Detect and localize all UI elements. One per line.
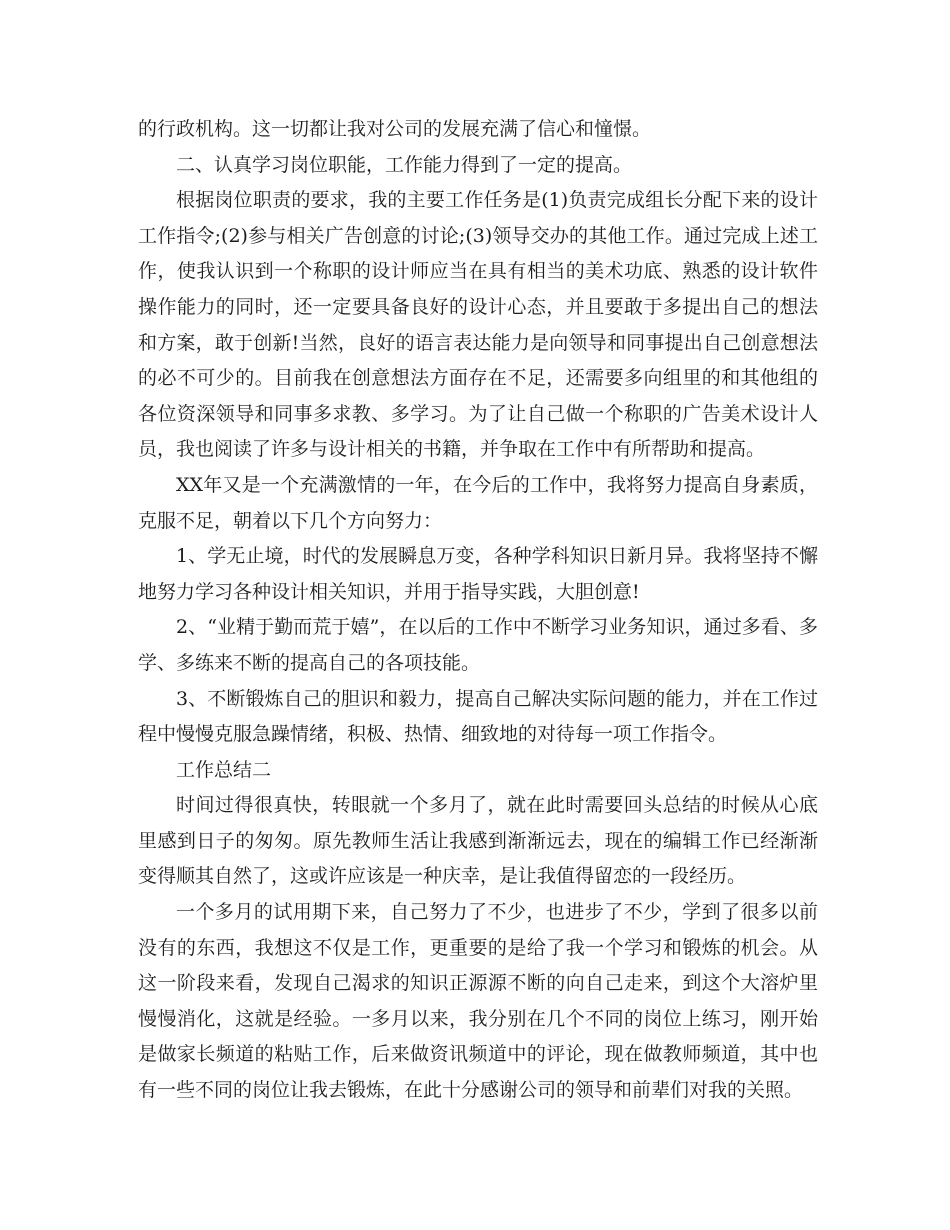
paragraph-probation: 一个多月的试用期下来，自己努力了不少，也进步了不少，学到了很多以前没有的东西，我想这不仅是工作，更重要的是给了我一个学习和锻炼的机会。从这一阶段来看，发现自己渴求的知识正源源不断的向自己走来，到这个大溶炉里慢慢消化，这就是经验。一多月以来，我分别在几个不同的岗位上练习，刚开始是做家长频道的粘贴工作，后来做资讯频道中的评论，现在做教师频道，其中也有一些不同的岗位让我去锻炼，在此十分感谢公司的领导和前辈们对我的关照。 — [138, 901, 818, 1102]
paragraph-duties: 根据岗位职责的要求，我的主要工作任务是(1)负责完成组长分配下来的设计工作指令;(2)参与相关广告创意的讨论;(3)领导交办的其他工作。通过完成上述工作，使我认识到一个称职的设计师应当在具有相当的美术功底、熟悉的设计软件操作能力的同时，还一定要具备良好的设计心态，并且要敢于多提出自己的想法和方案，敢于创新!当然，良好的语言表达能力是向领导和同事提出自己创意想法的必不可少的。目前我在创意想法方面存在不足，还需要多向组里的和其他组的各位资深领导和同事多求教、多学习。为了让自己做一个称职的广告美术设计人员，我也阅读了许多与设计相关的书籍，并争取在工作中有所帮助和提高。 — [138, 189, 818, 461]
section-heading-2: 二、认真学习岗位职能，工作能力得到了一定的提高。 — [176, 153, 633, 176]
list-item-1: 1、学无止境，时代的发展瞬息万变，各种学科知识日新月异。我将坚持不懈地努力学习各种设计相关知识，并用于指导实践，大胆创意! — [138, 545, 818, 603]
paragraph-time: 时间过得很真快，转眼就一个多月了，就在此时需要回头总结的时候从心底里感到日子的匆匆。原先教师生活让我感到渐渐远去，现在的编辑工作已经渐渐变得顺其自然了，这或许应该是一种庆幸，是让我值得留恋的一段经历。 — [138, 794, 818, 888]
list-item-3: 3、不断锻炼自己的胆识和毅力，提高自己解决实际问题的能力，并在工作过程中慢慢克服急躁情绪，积极、热情、细致地的对待每一项工作指令。 — [138, 687, 818, 746]
paragraph-next-year: XX年又是一个充满激情的一年，在今后的工作中，我将努力提高自身素质，克服不足，朝着以下几个方向努力： — [138, 473, 818, 532]
document-body — [138, 112, 818, 1109]
paragraph-continuation: 的行政机构。这一切都让我对公司的发展充满了信心和憧憬。 — [138, 118, 652, 140]
list-item-2: 2、“业精于勤而荒于嬉”，在以后的工作中不断学习业务知识，通过多看、多学、多练来不断的提高自己的各项技能。 — [138, 616, 818, 674]
summary-heading-2: 工作总结二 — [176, 758, 272, 781]
